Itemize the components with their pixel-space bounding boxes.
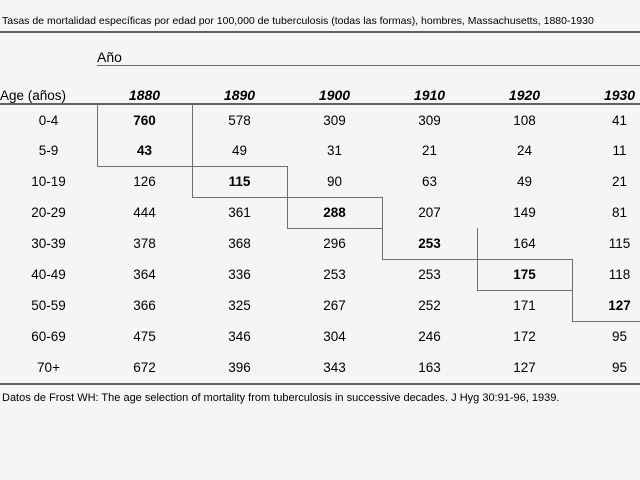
age-cell: 70+ [37,360,60,375]
value-cell: 366 [133,298,156,313]
age-cell: 60-69 [31,329,66,344]
value-cell: 95 [612,360,628,375]
age-cell: 40-49 [31,267,66,282]
value-cell: 49 [516,174,533,189]
year-axis-row [0,33,640,65]
value-cell: 63 [421,174,438,189]
value-cell: 253 [323,267,346,282]
value-cell: 24 [516,143,533,158]
value-cell: 336 [228,267,251,282]
value-cell: 49 [231,143,248,158]
value-cell: 149 [513,205,536,220]
year-header: 1910 [382,65,477,104]
value-cell: 304 [323,329,346,344]
table-row [0,321,640,352]
value-cell: 90 [326,174,343,189]
value-cell: 396 [228,360,251,375]
age-cell: 5-9 [38,143,59,158]
value-cell: 118 [608,267,631,282]
table-row [0,259,640,290]
value-cell: 343 [323,360,346,375]
value-cell: 95 [612,329,628,344]
value-cell: 296 [323,236,346,251]
year-header: 1890 [192,65,287,104]
value-cell: 126 [133,174,156,189]
value-cell: 164 [513,236,536,251]
value-cell: 115 [228,174,251,189]
source-note: Datos de Frost WH: The age selection of mortality from tuberculosis in successive decades. J Hyg 30:91-96, 1939. [2,392,560,404]
value-cell: 207 [418,205,441,220]
table-row [0,166,640,197]
value-cell: 378 [133,236,156,251]
value-cell: 346 [228,329,251,344]
year-header: 1900 [287,65,382,104]
value-cell: 253 [418,236,441,251]
value-cell: 672 [133,360,156,375]
value-cell: 163 [418,360,441,375]
page-title: Tasas de mortalidad específicas por edad por 100,000 de tuberculosis (todas las formas), hombres, Massachusetts, 1880-1930 [0,0,640,33]
age-cell: 10-19 [31,174,66,189]
year-axis-label: Año [97,33,640,65]
table-row [0,197,640,228]
value-cell: 288 [323,205,346,220]
table-row [0,290,640,321]
value-cell: 43 [136,143,153,158]
value-cell: 31 [326,143,343,158]
value-cell: 108 [513,112,536,128]
year-header: 1930 [572,65,640,104]
value-cell: 11 [612,143,627,158]
value-cell: 253 [418,267,441,282]
value-cell: 267 [323,298,346,313]
value-cell: 325 [228,298,251,313]
age-cell: 0-4 [38,112,59,128]
header-row [0,65,640,104]
value-cell: 475 [133,329,156,344]
value-cell: 361 [228,205,251,220]
year-header: 1920 [477,65,572,104]
value-cell: 171 [513,298,536,313]
age-cell: 50-59 [31,298,66,313]
value-cell: 309 [323,112,346,128]
value-cell: 21 [612,174,628,189]
value-cell: 444 [133,205,156,220]
value-cell: 364 [133,267,156,282]
value-cell: 252 [418,298,441,313]
value-cell: 246 [418,329,441,344]
value-cell: 760 [133,112,156,128]
value-cell: 127 [608,298,631,313]
age-cell: 20-29 [31,205,66,220]
mortality-table [0,33,640,383]
table-row [0,228,640,259]
value-cell: 127 [513,360,536,375]
value-cell: 81 [612,205,628,220]
year-axis-spacer [0,33,97,65]
value-cell: 368 [228,236,251,251]
value-cell: 175 [513,267,536,282]
age-column-header: Age (años) [0,65,97,104]
value-cell: 115 [608,236,631,251]
value-cell: 21 [421,143,438,158]
value-cell: 41 [612,112,628,128]
value-cell: 309 [418,112,441,128]
mortality-table-wrap [0,33,640,383]
value-cell: 172 [513,329,536,344]
year-header: 1880 [97,65,192,104]
table-row [0,352,640,383]
age-cell: 30-39 [31,236,66,251]
table-row [0,135,640,166]
value-cell: 578 [228,112,251,128]
table-row [0,104,640,135]
